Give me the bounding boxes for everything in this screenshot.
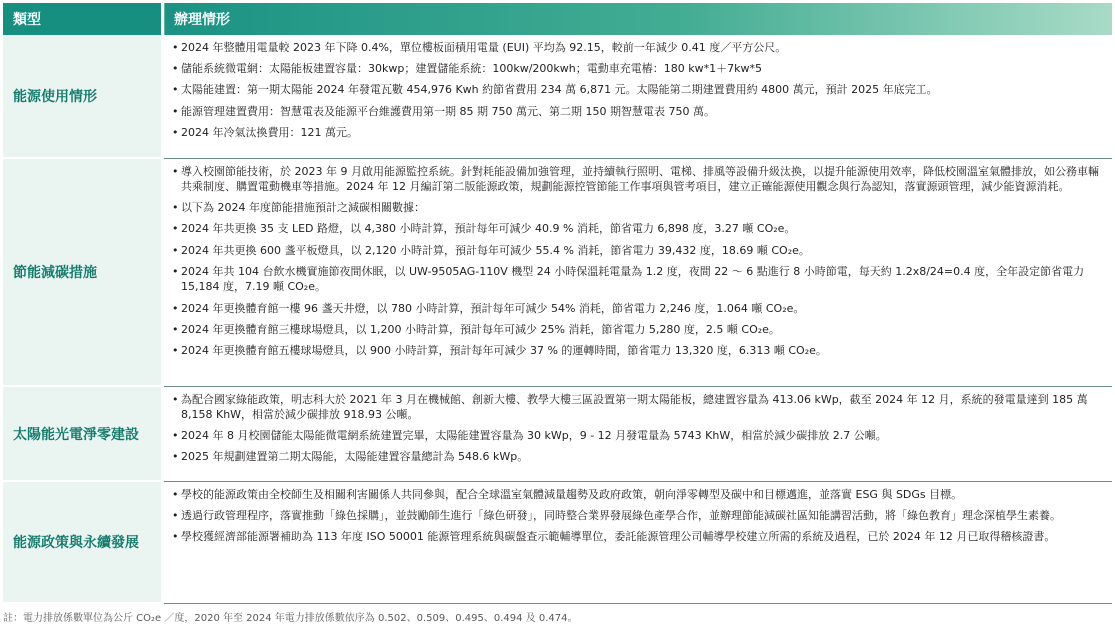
list-item: • 2024 年整體用電量較 2023 年下降 0.4%，單位樓板面積用電量 (EUI) 平均為 92.15，較前一年減少 0.41 度／平方公尺。 <box>172 40 1104 56</box>
list-item: • 儲能系統微電網：太陽能板建置容量：30kwp；建置儲能系統：100kw/200kwh；電動車充電樁：180 kw*1＋7kw*5 <box>172 61 1104 77</box>
category-energy-usage: 能源使用情形 <box>3 35 163 158</box>
table-row-policy <box>3 481 1112 603</box>
details-policy <box>163 481 1113 603</box>
list-item: • 學校獲經濟部能源署補助為 113 年度 ISO 50001 能源管理系統與碳盤查示範輔導單位，委託能源管理公司輔導學校建立所需的系統及過程，已於 2024 年 12 月已取得稽核證書。 <box>172 529 1104 545</box>
details-energy-saving <box>163 158 1113 386</box>
list-item: • 太陽能建置：第一期太陽能 2024 年發電瓦數 454,976 Kwh 約節省費用 234 萬 6,871 元。太陽能第二期建置費用約 4800 萬元，預計 2025 年底完工。 <box>172 82 1104 98</box>
header-status: 辦理情形 <box>163 3 1113 35</box>
category-solar: 太陽能光電淨零建設 <box>3 386 163 481</box>
list-item: • 2024 年共更換 600 盞平板燈具，以 2,120 小時計算，預計每年可減少 55.4 % 消耗，節省電力 39,432 度，18.69 噸 CO₂e。 <box>172 243 1104 259</box>
list-item: • 2024 年共更換 35 支 LED 路燈，以 4,380 小時計算，預計每年可減少 40.9 % 消耗，節省電力 6,898 度，3.27 噸 CO₂e。 <box>172 221 1104 237</box>
table-row-energy-usage <box>3 35 1112 158</box>
table-header-row <box>3 3 1112 35</box>
list-item: • 導入校園節能技術，於 2023 年 9 月啟用能源監控系統。針對耗能設備加強管理，並持續執行照明、電梯、排風等設備升級汰換，以提升能源使用效率，降低校園溫室氣體排放，如公務車輛共乘制度、購置電動機車等措施。2024 年 12 月編訂第二版能源政策，規劃能源控管節能工作事項與管考項目，建立正確能源使用觀念與行為認知，落實源頭管理，減少能資源消耗。 <box>172 164 1104 195</box>
table-row-solar <box>3 386 1112 481</box>
list-item: • 以下為 2024 年度節能措施預計之減碳相關數據： <box>172 200 1104 216</box>
list-item: • 2024 年更換體育館一樓 96 盞天井燈，以 780 小時計算，預計每年可減少 54% 消耗，節省電力 2,246 度，1.064 噸 CO₂e。 <box>172 301 1104 317</box>
category-policy: 能源政策與永續發展 <box>3 481 163 603</box>
header-type: 類型 <box>3 3 163 35</box>
energy-management-table <box>3 3 1112 604</box>
energy-table-container <box>3 3 1112 604</box>
details-energy-usage <box>163 35 1113 158</box>
list-item: • 2025 年規劃建置第二期太陽能，太陽能建置容量總計為 548.6 kWp。 <box>172 449 1104 465</box>
list-item: • 2024 年更換體育館五樓球場燈具，以 900 小時計算，預計每年可減少 37 % 的運轉時間，節省電力 13,320 度，6.313 噸 CO₂e。 <box>172 343 1104 359</box>
list-item: • 學校的能源政策由全校師生及相關利害關係人共同參與，配合全球溫室氣體減量趨勢及政府政策，朝向淨零轉型及碳中和目標邁進，並落實 ESG 與 SDGs 目標。 <box>172 487 1104 503</box>
category-energy-saving: 節能減碳措施 <box>3 158 163 386</box>
list-item: • 能源管理建置費用：智慧電表及能源平台維護費用第一期 85 期 750 萬元、第二期 150 期智慧電表 750 萬。 <box>172 104 1104 120</box>
list-item: • 2024 年 8 月校園儲能太陽能微電網系統建置完畢，太陽能建置容量為 30 kWp，9 - 12 月發電量為 5743 KhW，相當於減少碳排放 2.7 公噸。 <box>172 428 1104 444</box>
list-item: • 2024 年冷氣汰換費用：121 萬元。 <box>172 125 1104 141</box>
list-item: • 2024 年共 104 台飲水機實施節夜間休眠，以 UW-9505AG-110V 機型 24 小時保溫耗電量為 1.2 度，夜間 22 ～ 6 點進行 8 小時節電，每天約 1.2x8/24=0.4 度，全年設定節省電力 15,184 度，7.19 噸 CO₂e。 <box>172 264 1104 295</box>
list-item: • 為配合國家綠能政策，明志科大於 2021 年 3 月在機械館、創新大樓、教學大樓三區設置第一期太陽能板，總建置容量為 413.06 kWp，截至 2024 年 12 月，系統的發電量達到 185 萬 8,158 KhW，相當於減少碳排放 918.93 公噸。 <box>172 392 1104 423</box>
footnote: 註：電力排放係數單位為公斤 CO₂e ／度，2020 年至 2024 年電力排放係數依序為 0.502、0.509、0.495、0.494 及 0.474。 <box>3 613 578 624</box>
details-solar <box>163 386 1113 481</box>
list-item: • 2024 年更換體育館三樓球場燈具，以 1,200 小時計算，預計每年可減少 25% 消耗，節省電力 5,280 度，2.5 噸 CO₂e。 <box>172 322 1104 338</box>
table-row-energy-saving <box>3 158 1112 386</box>
list-item: • 透過行政管理程序，落實推動「綠色採購」，並鼓勵師生進行「綠色研發」，同時整合業界發展綠色產學合作，並辦理節能減碳社區知能講習活動，將「綠色教育」理念深植學生素養。 <box>172 508 1104 524</box>
